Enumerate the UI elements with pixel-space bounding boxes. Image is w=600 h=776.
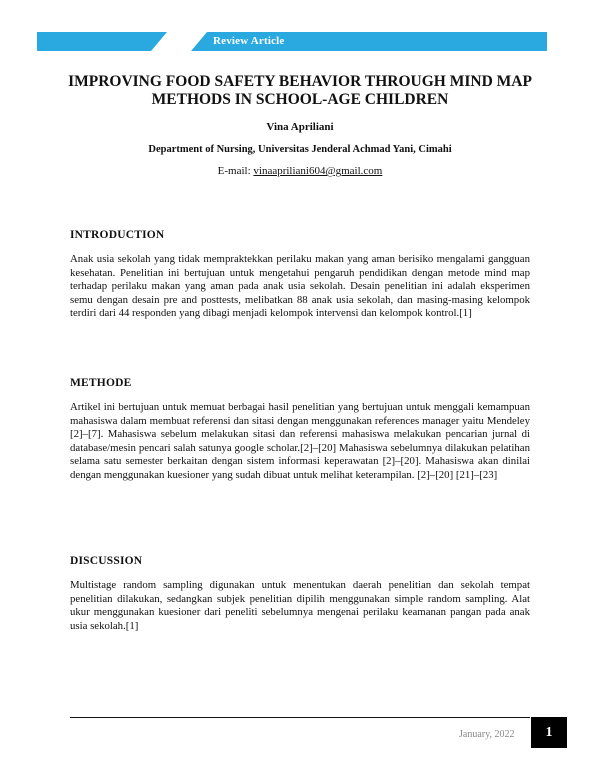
discussion-heading: DISCUSSION [70,555,143,567]
article-type-label: Review Article [213,35,285,47]
banner-stripe-decoration [151,32,207,51]
introduction-section [70,229,530,321]
author-email-line [0,165,600,177]
methode-section [70,377,530,483]
review-article-banner [37,32,547,51]
paper-title: IMPROVING FOOD SAFETY BEHAVIOR THROUGH MIND MAP METHODS IN SCHOOL-AGE CHILDREN [68,73,532,108]
introduction-body: Anak usia sekolah yang tidak mempraktekkan perilaku makan yang aman berisiko mengalami gangguan kesehatan. Penelitian ini bertujuan untuk mengetahui pengaruh pendidikan dengan metode mind map terhadap perilaku makan yang aman pada anak usia sekolah. Desain penelitian ini adalah eksperimen semu dengan desain pre and posttests, melibatkan 88 anak usia sekolah, dan masing-masing kelompok terdiri dari 44 responden yang dibagi menjadi kelompok intervensi dan kelompok kontrol.[1] [70,253,530,320]
methode-heading: METHODE [70,377,132,389]
page-number: 1 [531,717,567,748]
introduction-heading: INTRODUCTION [70,229,165,241]
discussion-section [70,555,530,633]
author-affiliation: Department of Nursing, Universitas Jenderal Achmad Yani, Cimahi [148,144,452,155]
footer-date: January, 2022 [459,729,515,740]
author-name: Vina Apriliani [266,121,334,133]
discussion-body: Multistage random sampling digunakan untuk menentukan daerah penelitian dan sekolah tempat penelitian dilakukan, sedangkan subjek penelitian dipilih menggunakan simple random sampling. Alat ukur menggunakan kuesioner dari peneliti sebelumnya mengenai perilaku keamanan pangan pada anak usia sekolah.[1] [70,579,530,632]
author-email-link[interactable]: vinaapriliani604@gmail.com [253,165,383,177]
footer-divider [70,717,530,718]
email-label: E-mail: [217,165,254,177]
methode-body: Artikel ini bertujuan untuk memuat berbagai hasil penelitian yang bertujuan untuk menggali kemampuan mahasiswa dalam membuat referensi dan sitasi dengan menggunakan references manager yaitu Mendeley [2]–[7]. Mahasiswa sebelum melakukan sitasi dan referensi mahasiswa melakukan pencarian jurnal di database/mesin pencari salah satunya google scholar.[2]–[20] Mahasiswa sebelumnya dilakukan pelatihan selama satu semester berkaitan dengan sistem informasi keperawatan [2]–[20]. Mahasiswa akan dinilai dengan menggunakan kuesioner yang sudah dibuat untuk melihat keterampilan. [2]–[20] [21]–[23] [70,401,530,481]
